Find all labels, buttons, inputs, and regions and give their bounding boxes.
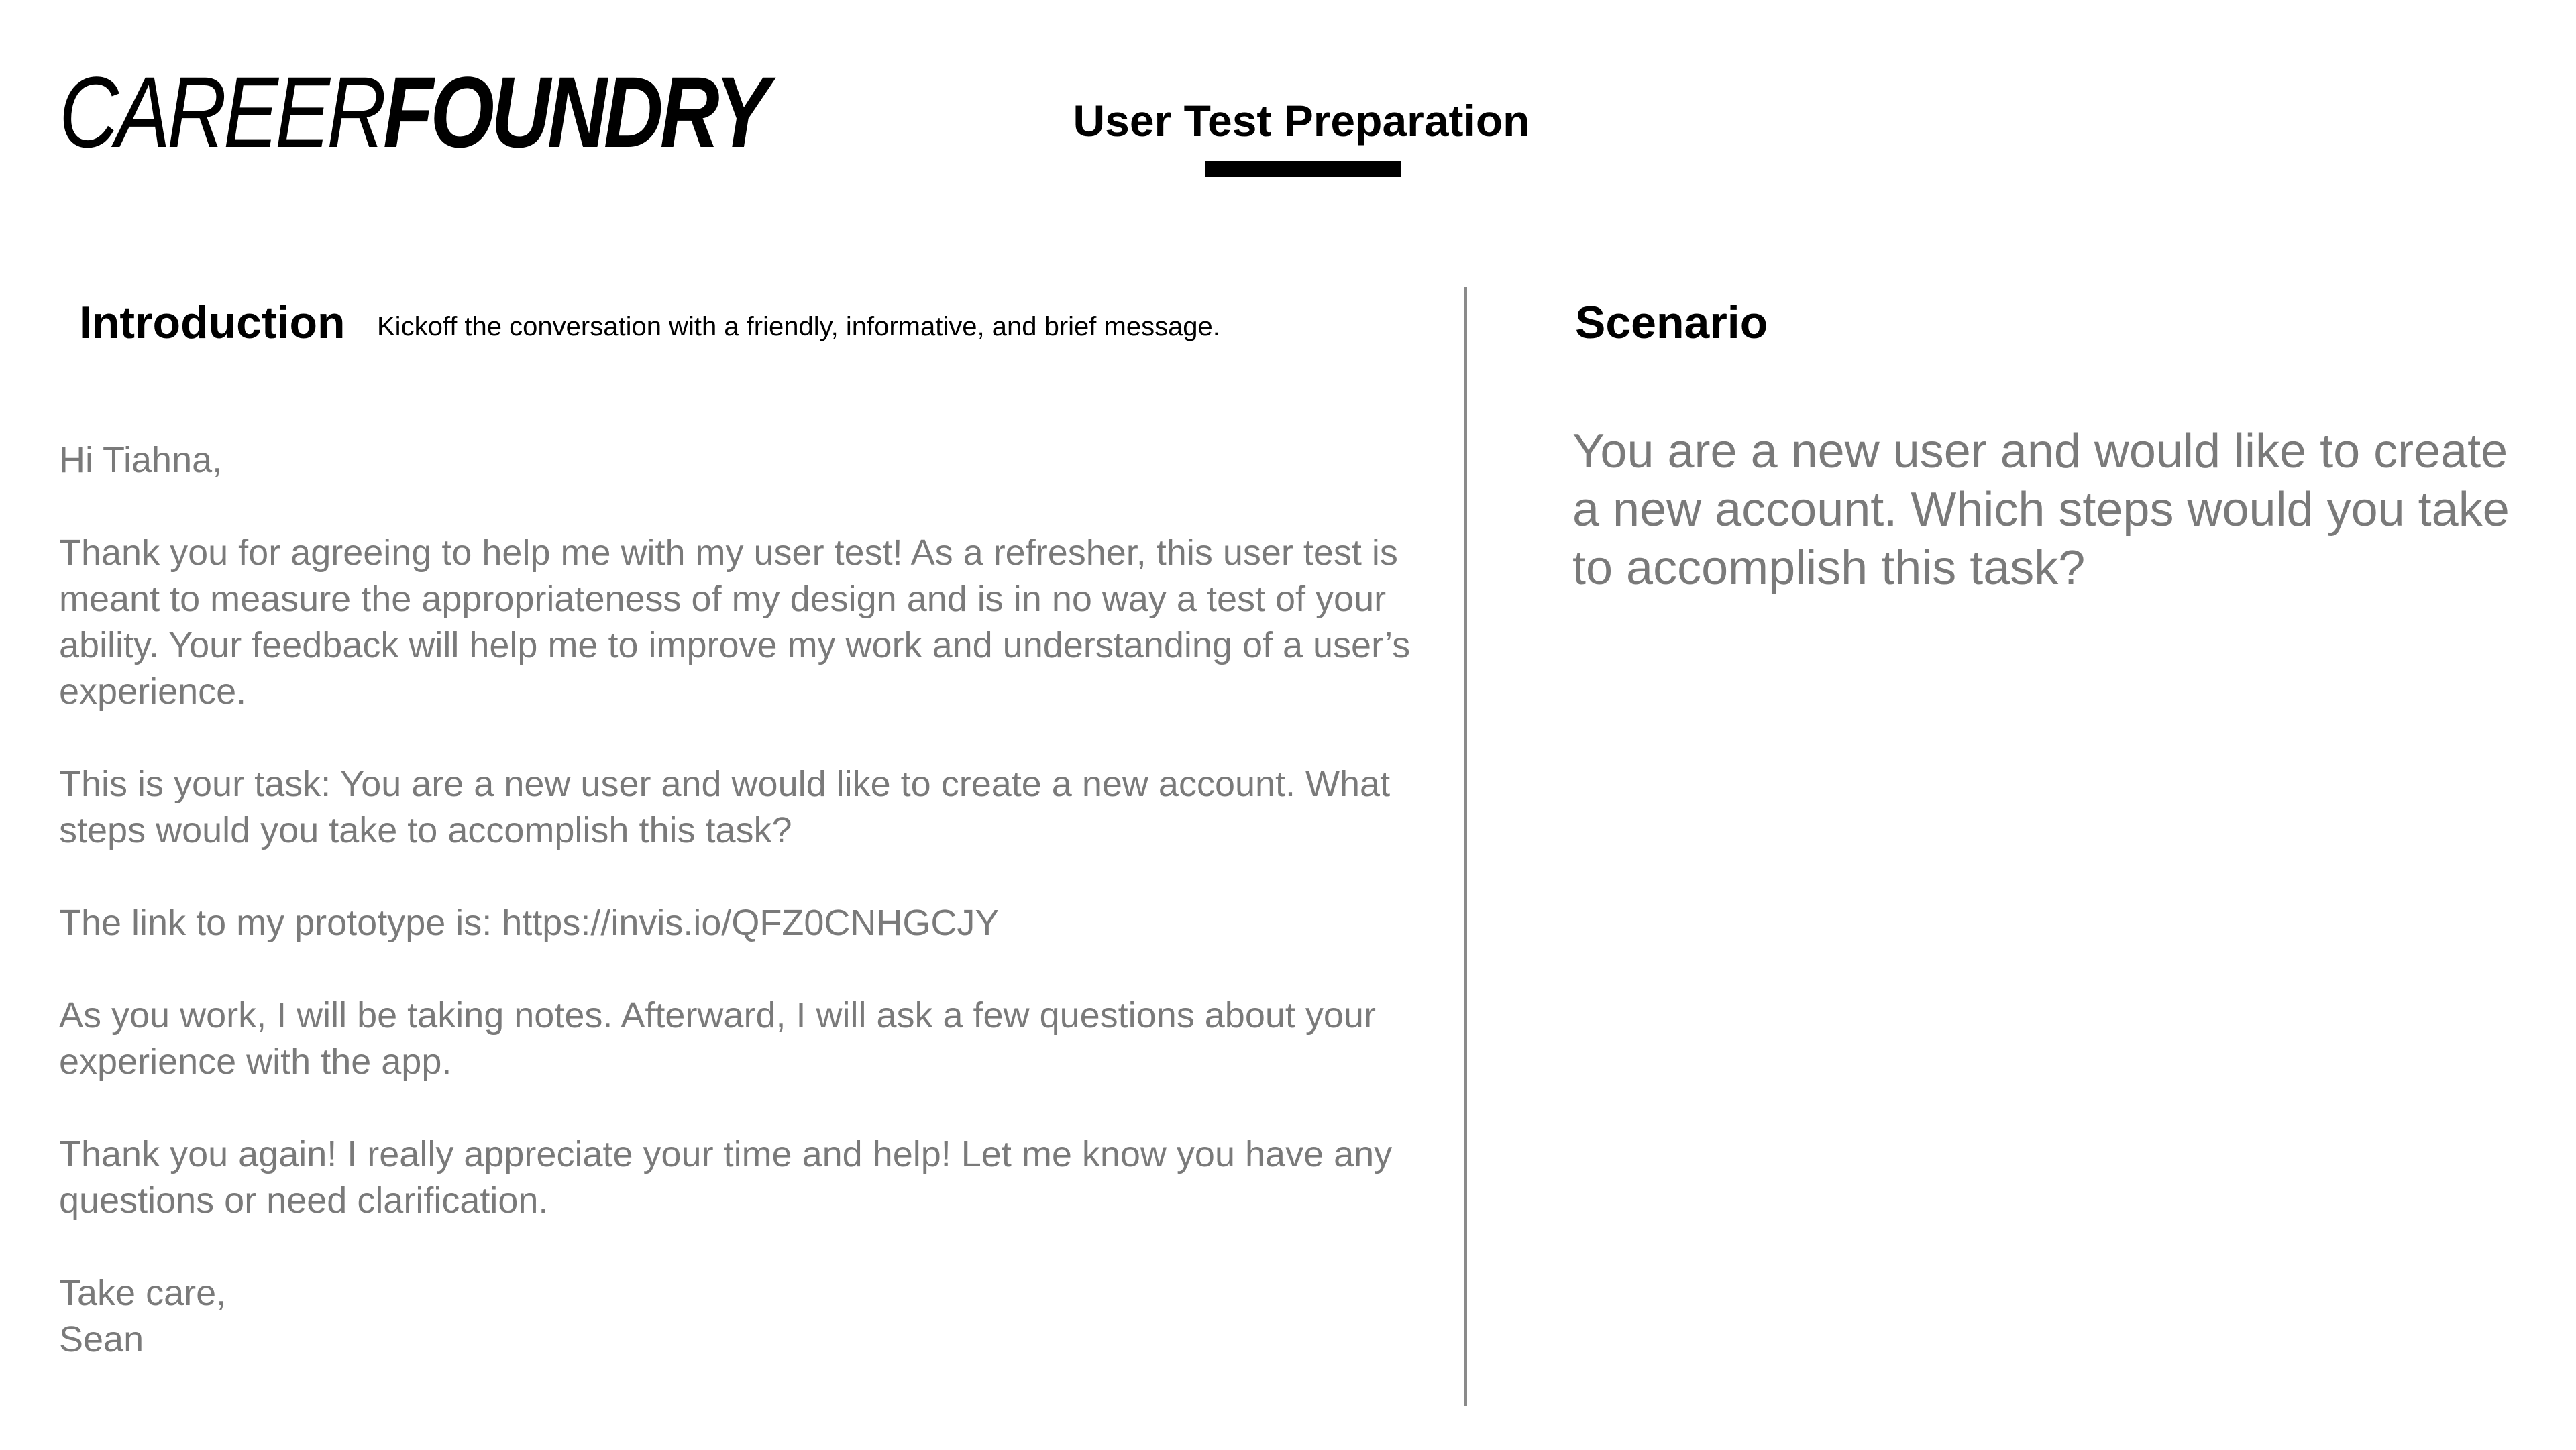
scenario-heading: Scenario xyxy=(1575,297,1768,348)
logo-text-bold: FOUNDRY xyxy=(383,56,767,168)
letter-greeting: Hi Tiahna, xyxy=(59,440,223,480)
page-title: User Test Preparation xyxy=(1073,96,1530,146)
column-divider xyxy=(1464,287,1467,1406)
letter-closing xyxy=(59,1270,1441,1363)
letter-paragraph: Thank you for agreeing to help me with my user test! As a refresher, this user test is meant to measure the appropriateness of my design and is in no way a test of your ability. Your feedback will help me to improve my work and understanding of a user’s experience. xyxy=(59,533,1411,712)
logo-text-light: CAREER xyxy=(59,56,384,168)
introduction-heading: Introduction xyxy=(79,297,345,348)
title-underline xyxy=(1205,161,1401,177)
introduction-hint: Kickoff the conversation with a friendly, informative, and brief message. xyxy=(377,312,1220,341)
scenario-text: You are a new user and would like to create a new account. Which steps would you take to accomplish this task? xyxy=(1572,425,2510,595)
letter-paragraph: This is your task: You are a new user and would like to create a new account. What steps would you take to accomplish this task? xyxy=(59,764,1391,850)
letter-paragraph: Thank you again! I really appreciate your time and help! Let me know you have any questions or need clarification. xyxy=(59,1134,1393,1221)
letter-signoff: Take care, xyxy=(59,1273,227,1313)
letter-signature: Sean xyxy=(59,1319,144,1359)
introduction-letter xyxy=(59,437,1441,1363)
letter-paragraph: As you work, I will be taking notes. Afterward, I will ask a few questions about your experience with the app. xyxy=(59,995,1376,1082)
careerfoundry-logo xyxy=(59,56,767,168)
letter-paragraph: The link to my prototype is: https://invis.io/QFZ0CNHGCJY xyxy=(59,903,1000,943)
